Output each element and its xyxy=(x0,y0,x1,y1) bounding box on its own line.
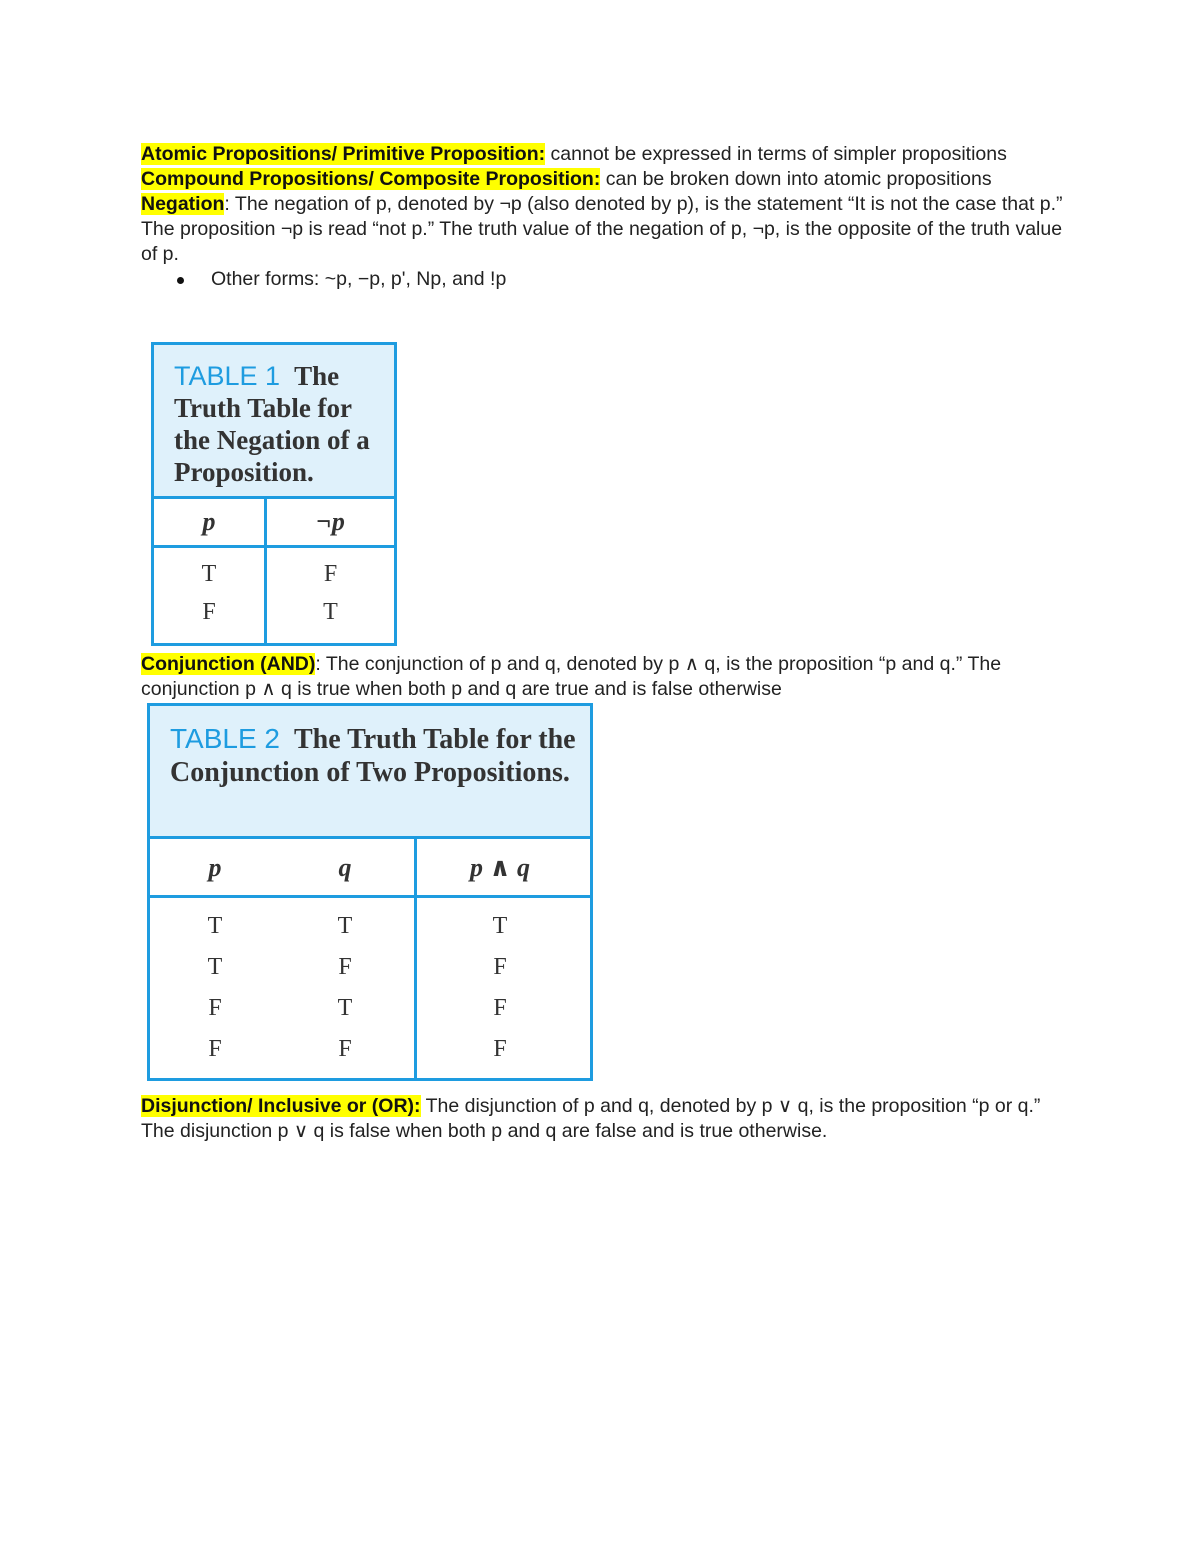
disjunction-text: The disjunction of p and q, denoted by p ∨ q, is the proposition “p or q.” The disjunction p ∨ q is false when both p and q are false and is true otherwise. xyxy=(141,1095,1041,1142)
negation-bullet-item: Other forms: ~p, −p, p', Np, and !p xyxy=(141,267,1071,292)
table2-cell: T xyxy=(337,913,353,939)
table1-title: The Truth Table for the Negation of a Proposition. xyxy=(174,361,370,487)
definitions-block xyxy=(141,142,1071,292)
table2-header-divider xyxy=(150,895,590,898)
table2-cell: F xyxy=(338,954,352,980)
table1-header-not-p: ¬p xyxy=(316,507,345,536)
atomic-term: Atomic Propositions/ Primitive Proposition: xyxy=(141,143,546,165)
table2-cell: F xyxy=(493,1036,507,1062)
table2-cell: F xyxy=(493,954,507,980)
table2-header-q: q xyxy=(338,853,352,882)
disjunction-definition xyxy=(141,1094,1071,1144)
table2-cell: F xyxy=(338,1036,352,1062)
table1-cell: F xyxy=(202,599,216,625)
table2-cell: F xyxy=(208,1036,222,1062)
negation-term: Negation xyxy=(141,193,225,215)
conjunction-definition xyxy=(141,652,1071,702)
table2-column-divider xyxy=(414,836,417,1081)
negation-text: : The negation of p, denoted by ¬p (also denoted by p), is the statement “It is not the case that p.” The proposition ¬p is read “not p.” The truth value of the negation of p, ¬p, is the opposite of the truth value of p. xyxy=(141,193,1063,265)
compound-text: can be broken down into atomic propositions xyxy=(600,168,992,190)
atomic-text: cannot be expressed in terms of simpler propositions xyxy=(545,143,1007,165)
atomic-definition xyxy=(141,142,1071,167)
table2-cell: F xyxy=(493,995,507,1021)
table2-header-p: p xyxy=(208,853,222,882)
table2-title: The Truth Table for the Conjunction of Two Propositions. xyxy=(170,724,576,788)
table2-figure xyxy=(147,703,593,1081)
negation-bullets xyxy=(141,267,1071,292)
conjunction-term: Conjunction (AND) xyxy=(141,653,316,675)
table1-header-p: p xyxy=(202,507,216,536)
table1-number: TABLE 1 xyxy=(174,361,281,391)
table2-cell: T xyxy=(207,913,223,939)
table2-cell: T xyxy=(207,954,223,980)
table1-header-divider xyxy=(154,545,394,548)
table2-number: TABLE 2 xyxy=(170,723,280,754)
table2-cell: T xyxy=(337,995,353,1021)
table1-cell: F xyxy=(323,561,338,587)
table2-cell: T xyxy=(492,913,508,939)
negation-definition xyxy=(141,192,1071,267)
table1-caption xyxy=(154,345,394,499)
table2-header-p-and-q: p ∧ q xyxy=(469,853,531,882)
compound-term: Compound Propositions/ Composite Proposition: xyxy=(141,168,601,190)
table2-cell: F xyxy=(208,995,222,1021)
table1-cell: T xyxy=(323,599,338,625)
table1-cell: T xyxy=(201,561,217,587)
table2-caption xyxy=(150,706,590,839)
compound-definition xyxy=(141,167,1071,192)
disjunction-term: Disjunction/ Inclusive or (OR): xyxy=(141,1095,421,1117)
conjunction-text: : The conjunction of p and q, denoted by p ∧ q, is the proposition “p and q.” The conjunction p ∧ q is true when both p and q are true and is false otherwise xyxy=(141,653,1002,700)
table1-figure xyxy=(151,342,397,646)
